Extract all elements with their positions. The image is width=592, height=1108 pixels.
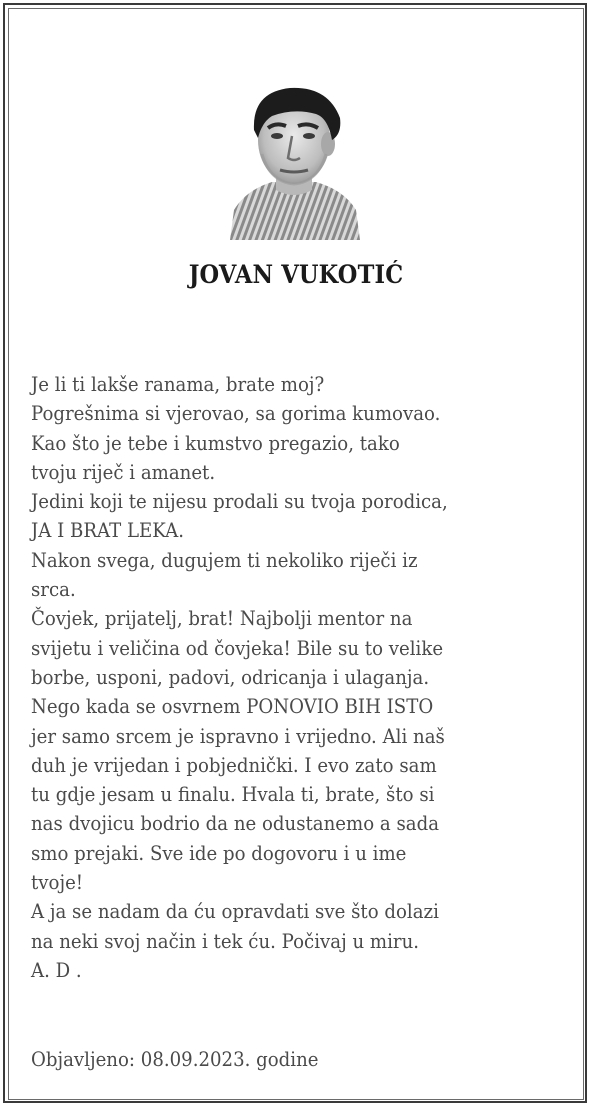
published-date: Objavljeno: 08.09.2023. godine [31, 1048, 319, 1071]
notice-line: nas dvojicu bodrio da ne odustanemo a sada [31, 812, 440, 836]
notice-line: Nakon svega, dugujem ti nekoliko riječi iz [31, 548, 418, 572]
notice-text [31, 370, 533, 985]
deceased-name: JOVAN VUKOTIĆ [188, 260, 404, 289]
notice-line: JA I BRAT LEKA. [31, 519, 184, 543]
notice-line: Čovjek, prijatelj, brat! Najbolji mentor na [31, 607, 413, 631]
notice-line: Jedini koji te nijesu prodali su tvoja porodica, [31, 490, 448, 514]
notice-line: tu gdje jesam u finalu. Hvala ti, brate, što si [31, 783, 435, 807]
notice-line: na neki svoj način i tek ću. Počivaj u miru. [31, 929, 420, 953]
notice-line: Kao što je tebe i kumstvo pregazio, tako [31, 431, 400, 455]
notice-line: jer samo srcem je ispravno i vrijedno. Ali naš [31, 724, 445, 748]
portrait-photo [224, 78, 364, 240]
notice-line: tvoje! [31, 871, 84, 895]
notice-line: srca. [31, 578, 76, 602]
notice-line: A ja se nadam da ću opravdati sve što dolazi [31, 900, 439, 924]
notice-line: Je li ti lakše ranama, brate moj? [31, 373, 325, 396]
notice-line: borbe, usponi, padovi, odricanja i ulaganja. [31, 665, 430, 689]
notice-line: A. D . [31, 958, 82, 982]
notice-line: duh je vrijedan i pobjednički. I evo zato sam [31, 753, 437, 777]
notice-line: tvoju riječ i amanet. [31, 460, 216, 484]
notice-line: Nego kada se osvrnem PONOVIO BIH ISTO [31, 695, 434, 719]
notice-line: Pogrešnima si vjerovao, sa gorima kumovao. [31, 402, 441, 426]
notice-line: smo prejaki. Sve ide po dogovoru i u ime [31, 841, 407, 865]
notice-line: svijetu i veličina od čovjeka! Bile su to velike [31, 636, 444, 660]
